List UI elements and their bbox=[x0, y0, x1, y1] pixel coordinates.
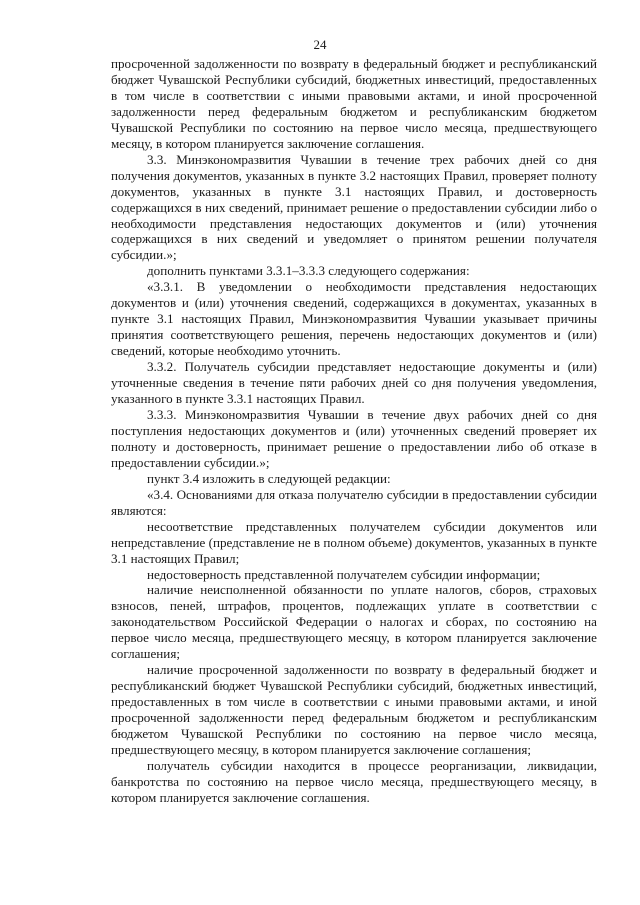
paragraph-amend-3-4: пункт 3.4 изложить в следующей редакции: bbox=[147, 470, 391, 486]
refusal-ground-documents: несоответствие представленных получателем субсидии документов или непредставление (представление не в полном объеме) документов, указанных в пункте 3.1 настоящих Правил; bbox=[111, 518, 597, 566]
refusal-ground-overdue-debt: наличие просроченной задолженности по возврату в федеральный бюджет и республиканский бюджет Чувашской Республики субсидий, бюджетных инвестиций, предоставленных в том числе в соответствии с иными правовыми актами, и иной просроченной задолженности перед федеральным бюджетом и республиканским бюджетом Чувашской Республики по состоянию на первое число месяца, предшествующего месяцу, в котором планируется заключение соглашения; bbox=[111, 662, 597, 757]
refusal-ground-inaccuracy: недостоверность представленной получателем субсидии информации; bbox=[147, 566, 541, 582]
document-body bbox=[111, 56, 597, 806]
page-number: 24 bbox=[313, 37, 327, 52]
refusal-ground-reorganization: получатель субсидии находится в процессе реорганизации, ликвидации, банкротства по состоянию на первое число месяца, предшествующего месяцу, в котором планируется заключение соглашения. bbox=[111, 757, 597, 805]
paragraph-3-3-3: 3.3.3. Минэкономразвития Чувашии в течение двух рабочих дней со дня поступления недостающих документов и (или) уточненных сведений проверяет их полноту и достоверность, принимает решение о предоставлении либо об отказе в предоставлении субсидии.»; bbox=[111, 406, 597, 470]
paragraph-amend-add-points: дополнить пунктами 3.3.1–3.3.3 следующего содержания: bbox=[147, 263, 470, 279]
paragraph-3-4: «3.4. Основаниями для отказа получателю субсидии в предоставлении субсидии являются: bbox=[111, 486, 597, 518]
paragraph-continuation: просроченной задолженности по возврату в федеральный бюджет и республиканский бюджет Чувашской Республики субсидий, бюджетных инвестиций, предоставленных в том числе в соответствии с иными правовыми актами, и иной просроченной задолженности перед федеральным бюджетом и республиканским бюджетом Чувашской Республики по состоянию на первое число месяца, предшествующего месяцу, в котором планируется заключение соглашения. bbox=[111, 56, 597, 151]
paragraph-3-3-2: 3.3.2. Получатель субсидии представляет недостающие документы и (или) уточненные сведения в течение пяти рабочих дней со дня получения уведомления, указанного в пункте 3.3.1 настоящих Правил. bbox=[111, 359, 597, 407]
refusal-ground-tax-debt: наличие неисполненной обязанности по уплате налогов, сборов, страховых взносов, пеней, штрафов, процентов, подлежащих уплате в соответствии с законодательством Российской Федерации о налогах и сборах, по состоянию на первое число месяца, предшествующего месяцу, в котором планируется заключение соглашения; bbox=[111, 582, 597, 662]
paragraph-3-3-1: «3.3.1. В уведомлении о необходимости представления недостающих документов и (или) уточнения сведений, содержащихся в документах, указанных в пункте 3.1 настоящих Правил, Минэкономразвития Чувашии указывает причины принятия соответствующего решения, перечень недостающих документов и (или) сведений, которые необходимо уточнить. bbox=[111, 279, 597, 359]
paragraph-3-3: 3.3. Минэкономразвития Чувашии в течение трех рабочих дней со дня получения документов, указанных в пункте 3.2 настоящих Правил, проверяет полноту документов, указанных в пункте 3.1 настоящих Правил, и достоверность содержащихся в них сведений, принимает решение о предоставлении субсидии либо о необходимости представления недостающих документов и (или) уточнения содержащихся в них сведений и уведомляет о принятом решении получателя субсидии.»; bbox=[111, 151, 597, 263]
